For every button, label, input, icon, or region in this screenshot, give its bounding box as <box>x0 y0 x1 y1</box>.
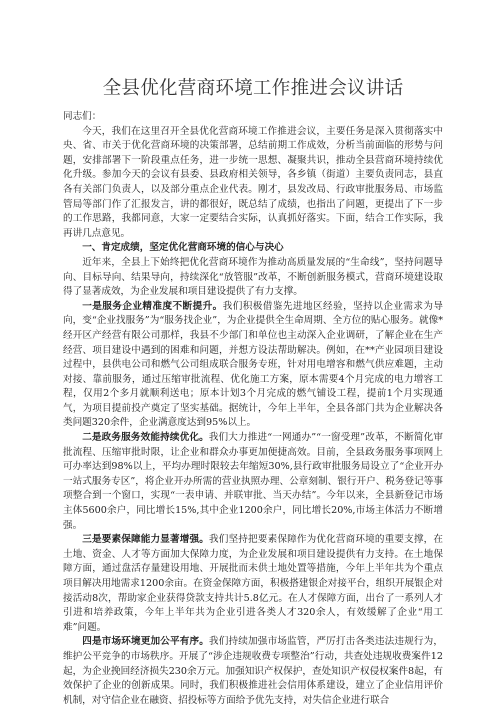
point-lead: 二是政务服务效能持续优化。 <box>82 432 209 444</box>
greeting: 同志们： <box>63 111 102 122</box>
paragraph <box>63 431 443 533</box>
point-lead: 三是要素保障能力显著增强。 <box>82 534 210 546</box>
point-text: 我们大力推进“一网通办”“一窗受理”改革，不断简化审批流程、压缩审批时限，让企业和群众办事更加便捷高效。目前，全县政务服务事项网上可办率达到98%以上，平均办理时限较去年缩短30%,县行政审批服务局设立了“企业开办一站式服务专区”，将企业开办所需的营业执照办理、公章刻制、银行开户、税务登记等事项整合到一个窗口，实现“一表申请、并联审批、当天办结”。今年以来，全县新登记市场主体5600余户，同比增长15%,其中企业1200余户，同比增长20%,市场主体活力不断增强。 <box>63 432 443 531</box>
point-text: 我们持续加强市场监管，严厉打击各类违法违规行为，维护公平竞争的市场秩序。开展了“涉企违规收费专项整治”行动，共查处违规收费案件12起，为企业挽回经济损失230余万元。加强知识产权保护，查处知识产权侵权案件8起，有效保护了企业的创新成果。同时，我们积极推进社会信用体系建设，建立了企业信用评价机制，对守信企业在融资、招投标等方面给予优先支持，对失信企业进行联合 <box>63 636 444 706</box>
point-text: 我们积极借鉴先进地区经验，坚持以企业需求为导向，变“企业找服务”为“服务找企业”，为企业提供全生命周期、全方位的贴心服务。就像*经开区产经营有限公司那样，我县不少部门和单位也主动深入企业调研，了解企业在生产经营、项目建设中遇到的困难和问题，并想方设法帮助解决。例如，在**产业园项目建设过程中，县供电公司和燃气公司组成联合服务专班，针对用电增容和燃气供应难题，主动对接、靠前服务，通过压缩审批流程、优化施工方案，原本需要4个月完成的电力增容工程，仅用2个多月就顺利送电；原本计划3个月完成的燃气铺设工程，提前1个月实现通气，为项目提前投产奠定了坚实基础。据统计，今年上半年，全县各部门共为企业解决各类问题320余件，企业满意度达到95%以上。 <box>63 300 444 429</box>
paragraph <box>63 635 443 708</box>
paragraph <box>63 533 443 635</box>
paragraph <box>63 300 443 431</box>
point-lead: 四是市场环境更加公平有序。 <box>82 636 210 648</box>
point-text: 我们坚持把要素保障作为优化营商环境的重要支撑，在土地、资金、人才等方面加大保障力度，为企业发展和项目建设提供有力支持。在土地保障方面，通过盘活存量建设用地、开展批而未供土地处置等措施，今年上半年共为个重点项目解决用地需求1200余亩。在资金保障方面，积极搭建银企对接平台，组织开展银企对接活动8次，帮助家企业获得贷款支持共计5.8亿元。在人才保障方面，出台了一系列人才引进和培养政策，今年上半年共为企业引进各类人才320余人，有效缓解了企业“用工难”问题。 <box>63 534 444 633</box>
section-heading: 一、肯定成绩，坚定优化营商环境的信心与决心 <box>82 242 284 254</box>
document-body <box>63 110 443 708</box>
document-title: 全县优化营商环境工作推进会议讲话 <box>102 78 404 99</box>
paragraph: 今天，我们在这里召开全县优化营商环境工作推进会议，主要任务是深入贯彻落实中央、省、市关于优化营商环境的决策部署，总结前期工作成效，分析当前面临的形势与问题，安排部署下一阶段重点任务，进一步统一思想、凝聚共识，推动全县营商环境持续优化升级。参加今天的会议有县委、县政府相关领导，各乡镇（街道）主要负责同志，县直各有关部门负责人，以及部分重点企业代表。刚才，县发改局、行政审批服务局、市场监管局等部门作了汇报发言，讲的都很好，既总结了成绩，也指出了问题，更提出了下一步的工作思路，我都同意，大家一定要结合实际，认真抓好落实。下面，结合工作实际，我再讲几点意见。 <box>63 125 443 239</box>
point-lead: 一是服务企业精准度不断提升。 <box>82 300 223 312</box>
paragraph: 近年来，全县上下始终把优化营商环境作为推动高质量发展的“生命线”，坚持问题导向、目标导向、结果导向，持续深化“放管服”改革，不断创新服务模式，营商环境建设取得了显著成效，为企业发展和项目建设提供了有力支撑。 <box>63 256 443 298</box>
